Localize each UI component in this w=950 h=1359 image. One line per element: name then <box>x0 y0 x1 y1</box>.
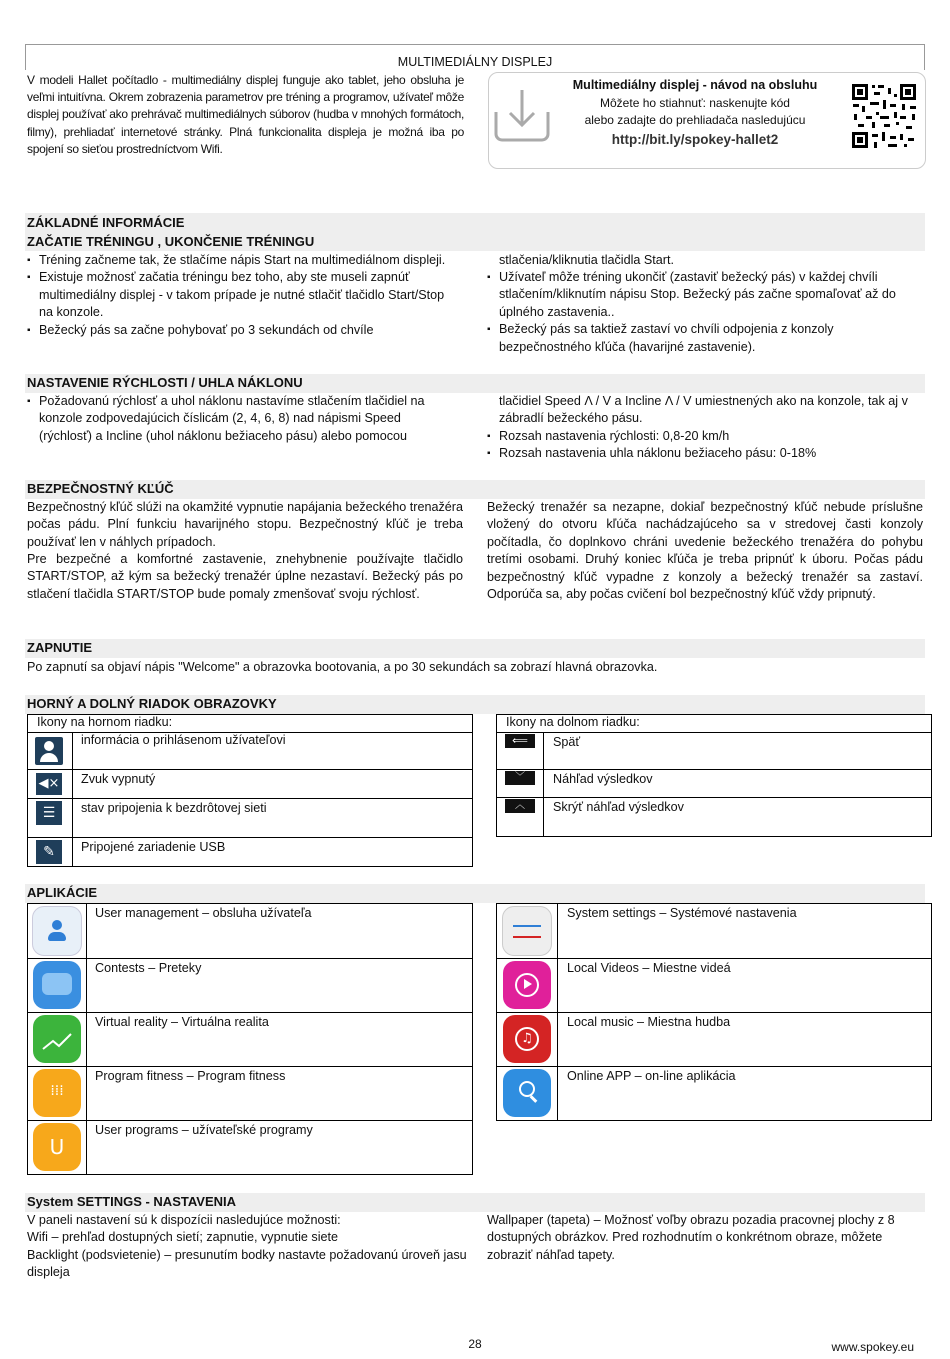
qr-title: Multimediálny displej - návod na obsluhu <box>572 78 818 92</box>
settings-line: V paneli nastavení sú k dispozícii nasledujúce možnosti: <box>27 1213 341 1227</box>
bottom-row-label: Náhľad výsledkov <box>544 770 932 798</box>
top-row-icons-table <box>27 714 473 867</box>
page-number: 28 <box>468 1337 482 1351</box>
speed-right-continuation: tlačidiel Speed Λ / V a Incline Λ / V umiestnených ako na konzole, tak aj v zábradlí bežeckého pásu. <box>499 394 908 426</box>
online-app-icon <box>503 1069 551 1117</box>
section-title-basic: ZÁKLADNÉ INFORMÁCIE <box>27 215 185 230</box>
settings-line: Wifi – prehľad dostupných sietí; zapnutie, vypnutie siete <box>27 1230 338 1245</box>
qr-line-1: Môžete ho stiahnuť: naskenujte kód <box>600 96 790 110</box>
footer-site[interactable]: www.spokey.eu <box>831 1340 914 1354</box>
section-title-safety: BEZPEČNOSTNÝ KĽÚČ <box>27 481 174 496</box>
bottom-row-header: Ikony na dolnom riadku: <box>497 715 932 733</box>
sound-off-icon: ◀× <box>36 773 62 795</box>
top-row-header: Ikony na hornom riadku: <box>28 715 473 733</box>
top-row-label: Pripojené zariadenie USB <box>73 838 473 867</box>
chevron-up-icon: ︿ <box>505 799 535 813</box>
section-title-rows: HORNÝ A DOLNÝ RIADOK OBRAZOVKY <box>27 696 277 711</box>
apps-left-table <box>27 903 473 1175</box>
settings-left <box>27 1212 467 1282</box>
usb-icon: ✎ <box>36 840 62 864</box>
wifi-icon: ☰ <box>36 801 62 825</box>
apps-right-table <box>496 903 932 1121</box>
app-label: Local music – Miestna hudba <box>558 1013 932 1067</box>
list-item: ▪ Bežecký pás sa taktiež zastaví vo chvíli odpojenia z konzoly bezpečnostného kľúča (havarijné zastavenie). <box>487 321 924 356</box>
section-title-speed: NASTAVENIE RÝCHLOSTI / UHLA NÁKLONU <box>27 375 303 390</box>
top-row-label: stav pripojenia k bezdrôtovej sieti <box>73 799 473 838</box>
user-management-icon <box>32 906 82 956</box>
app-label: Online APP – on-line aplikácia <box>558 1067 932 1121</box>
user-icon <box>35 737 63 765</box>
download-icon <box>492 86 554 146</box>
section-bar <box>25 639 925 658</box>
safety-left-text-1: Bezpečnostný kľúč slúži na okamžité vypnutie napájania bežeckého trenažéra počas pádu. Plní funkciu havarijného stopu. Bezpečnostný kľúč je treba používať len v náhlych prípadoch. <box>27 500 463 549</box>
speed-right-list <box>487 428 924 463</box>
section-title-settings: System SETTINGS - NASTAVENIA <box>27 1194 236 1209</box>
top-row-label: Zvuk vypnutý <box>73 770 473 799</box>
qr-url[interactable]: http://bit.ly/spokey-hallet2 <box>611 132 779 147</box>
list-item: ▪ Požadovanú rýchlosť a uhol náklonu nastavíme stlačením tlačidiel na konzole zodpovedajúcich číslicám (2, 4, 6, 8) nad nápismi Speed (rýchlosť) a Incline (uhol náklonu bežiaceho pásu) alebo pomocou <box>27 393 457 445</box>
section-subtitle-training: ZAČATIE TRÉNINGU , UKONČENIE TRÉNINGU <box>27 234 315 249</box>
back-icon: ⟸ <box>505 734 535 748</box>
app-label: User programs – užívateľské programy <box>87 1121 473 1175</box>
app-label: Program fitness – Program fitness <box>87 1067 473 1121</box>
local-videos-icon <box>503 961 551 1009</box>
qr-line-2: alebo zadajte do prehliadača nasledujúcu <box>584 113 806 127</box>
basic-left-list <box>27 252 457 339</box>
chevron-down-icon: ﹀ <box>505 771 535 785</box>
app-label: User management – obsluha užívateľa <box>87 904 473 959</box>
program-fitness-icon: ⁞⁞⁞ <box>33 1069 81 1117</box>
app-label: Virtual reality – Virtuálna realita <box>87 1013 473 1067</box>
virtual-reality-icon <box>33 1015 81 1063</box>
safety-left-text-2: Pre bezpečné a komfortné zastavenie, znehybnenie používajte tlačidlo START/STOP, až kým sa bežecký trenažér úplne nezastaví. Bežecký pás po stlačení tlačidla START/STOP bude pomaly zmenšovať svoju rýchlosť. <box>27 552 463 601</box>
page-title: MULTIMEDIÁLNY DISPLEJ <box>397 55 553 69</box>
power-text: Po zapnutí sa objaví nápis "Welcome" a obrazovka bootovania, a po 30 sekundách sa zobrazí hlavná obrazovka. <box>27 660 658 674</box>
top-row-label: informácia o prihlásenom užívateľovi <box>73 733 473 770</box>
section-title-apps: APLIKÁCIE <box>27 885 98 900</box>
list-item: ▪ Bežecký pás sa začne pohybovať po 3 sekundách od chvíle <box>27 322 457 339</box>
basic-right-continuation: stlačenia/kliknutia tlačidla Start. <box>499 253 674 267</box>
app-label: Local Videos – Miestne videá <box>558 959 932 1013</box>
bottom-row-icons-table <box>496 714 932 837</box>
local-music-icon: ♫ <box>503 1015 551 1063</box>
speed-left-list <box>27 393 457 445</box>
qr-code-icon <box>850 82 918 150</box>
list-item: ▪ Užívateľ môže tréning ukončiť (zastaviť bežecký pás) v každej chvíli stlačením/kliknutím nápisu Stop. Bežecký pás začne spomaľovať až do úplného zastavenia.. <box>487 269 924 321</box>
list-item: ▪ Rozsah nastavenia rýchlosti: 0,8-20 km/h <box>487 428 924 445</box>
list-item: ▪ Rozsah nastavenia uhla náklonu bežiaceho pásu: 0-18% <box>487 445 924 462</box>
app-label: System settings – Systémové nastavenia <box>558 904 932 959</box>
app-label: Contests – Preteky <box>87 959 473 1013</box>
contests-icon <box>33 961 81 1009</box>
list-item: ▪ Existuje možnosť začatia tréningu bez toho, aby ste museli zapnúť multimediálny displej - v takom prípade je nutné stlačiť tlačidlo Start/Stop na konzole. <box>27 269 457 321</box>
bottom-row-label: Skrýť náhľad výsledkov <box>544 798 932 837</box>
settings-line: Backlight (podsvietenie) – presunutím bodky nastavte požadovanú úroveň jasu displeja <box>27 1247 467 1280</box>
intro-text: V modeli Hallet počítadlo - multimediálny displej funguje ako tablet, jeho obsluha je veľmi intuitívna. Okrem zobrazenia parametrov pre tréning a programov, užívateľ môže displej používať ako prehrávač multimediálnych súborov (hudba v mnohých formátoch, filmy), prehliadať internetové stránky. Plná funkcionalita displeja je možná iba po spojení so sieťou prostredníctvom Wifi. <box>27 73 464 156</box>
basic-right-list <box>487 269 924 356</box>
section-bar <box>25 884 925 903</box>
section-title-power: ZAPNUTIE <box>27 640 92 655</box>
system-settings-icon <box>502 906 552 956</box>
settings-right: Wallpaper (tapeta) – Možnosť voľby obrazu pozadia pracovnej plochy z 8 dostupných obrázkov. Pred rozhodnutím o konkrétnom obraze, môžete zobraziť náhľad tapety. <box>487 1213 895 1262</box>
safety-right-text: Bežecký trenažér sa nezapne, dokiaľ bezpečnostný kľúč nebude príslušne vložený do otvoru kľúča nachádzajúceho sa v stredovej časti konzoly počítadla, čo doplnkovo chráni uvedenie bežeckého trenažéra do pohybu tretími osobami. Druhý koniec kľúča je treba pripnúť k úboru. Počas pádu bezpečnostný kľúč vypadne z konzoly a bežecký trenažér sa zastaví. Odporúča sa, aby počas cvičení bol bezpečnostný kľúč vždy pripnutý. <box>487 500 923 602</box>
user-programs-icon: U <box>33 1123 81 1171</box>
bottom-row-label: Späť <box>544 733 932 770</box>
list-item: ▪ Tréning začneme tak, že stlačíme nápis Start na multimediálnom displeji. <box>27 252 457 269</box>
